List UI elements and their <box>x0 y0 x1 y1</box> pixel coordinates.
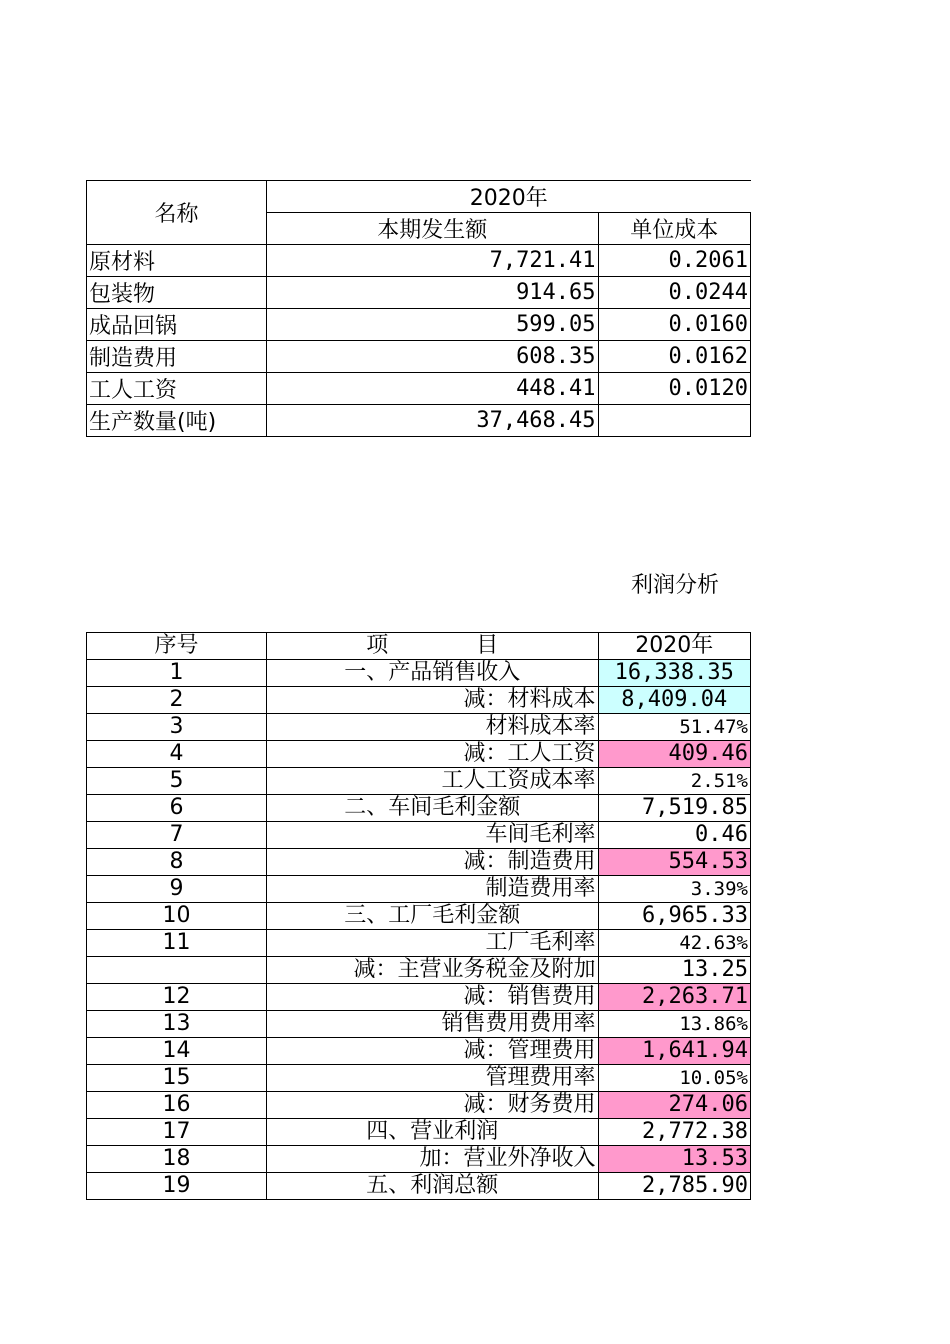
header-amount: 本期发生额 <box>267 213 598 245</box>
profit-value: 13.53 <box>598 1146 750 1173</box>
profit-seq: 6 <box>87 795 267 822</box>
profit-value: 1,641.94 <box>598 1038 750 1065</box>
profit-value: 2,772.38 <box>598 1119 750 1146</box>
profit-seq: 4 <box>87 741 267 768</box>
profit-row <box>87 768 751 795</box>
cost-unit: 0.0160 <box>598 309 750 341</box>
cost-row <box>87 245 751 277</box>
profit-seq: 7 <box>87 822 267 849</box>
profit-seq: 15 <box>87 1065 267 1092</box>
cost-row <box>87 309 751 341</box>
header-year: 2020年 <box>267 181 751 213</box>
cost-name: 成品回锅 <box>87 309 267 341</box>
profit-item: 减：制造费用 <box>267 849 598 876</box>
cost-amount: 914.65 <box>267 277 598 309</box>
profit-row <box>87 741 751 768</box>
profit-item: 减：工人工资 <box>267 741 598 768</box>
profit-value: 7,519.85 <box>598 795 750 822</box>
profit-item: 减：材料成本 <box>267 687 598 714</box>
profit-seq: 10 <box>87 903 267 930</box>
profit-seq: 1 <box>87 660 267 687</box>
profit-value: 2.51% <box>598 768 750 795</box>
header-item: 项 目 <box>267 633 598 660</box>
profit-value: 10.05% <box>598 1065 750 1092</box>
profit-row <box>87 795 751 822</box>
cost-row <box>87 405 751 437</box>
profit-table <box>86 632 751 1200</box>
profit-row <box>87 660 751 687</box>
profit-item: 减：主营业务税金及附加 <box>267 957 598 984</box>
cost-amount: 7,721.41 <box>267 245 598 277</box>
cost-name: 生产数量(吨) <box>87 405 267 437</box>
profit-value: 554.53 <box>598 849 750 876</box>
profit-item: 四、营业利润 <box>267 1119 598 1146</box>
cost-name: 制造费用 <box>87 341 267 373</box>
profit-row <box>87 984 751 1011</box>
profit-value: 42.63% <box>598 930 750 957</box>
profit-value: 51.47% <box>598 714 750 741</box>
profit-value: 0.46 <box>598 822 750 849</box>
header-unit-cost: 单位成本 <box>598 213 750 245</box>
profit-row <box>87 822 751 849</box>
profit-value: 13.86% <box>598 1011 750 1038</box>
cost-name: 原材料 <box>87 245 267 277</box>
profit-item: 工厂毛利率 <box>267 930 598 957</box>
profit-item: 五、利润总额 <box>267 1173 598 1200</box>
cost-row <box>87 373 751 405</box>
profit-item: 管理费用率 <box>267 1065 598 1092</box>
cost-unit: 0.2061 <box>598 245 750 277</box>
cost-amount: 608.35 <box>267 341 598 373</box>
profit-row <box>87 1011 751 1038</box>
header-year: 2020年 <box>598 633 750 660</box>
profit-row <box>87 1038 751 1065</box>
profit-value: 274.06 <box>598 1092 750 1119</box>
profit-row <box>87 1119 751 1146</box>
profit-item: 销售费用费用率 <box>267 1011 598 1038</box>
profit-seq: 19 <box>87 1173 267 1200</box>
profit-row <box>87 1065 751 1092</box>
profit-seq: 2 <box>87 687 267 714</box>
profit-value: 2,263.71 <box>598 984 750 1011</box>
cost-unit: 0.0244 <box>598 277 750 309</box>
cost-amount: 37,468.45 <box>267 405 598 437</box>
profit-row <box>87 714 751 741</box>
profit-title: 利润分析 <box>630 573 719 598</box>
profit-value: 409.46 <box>598 741 750 768</box>
profit-value: 16,338.35 <box>598 660 750 687</box>
profit-item: 工人工资成本率 <box>267 768 598 795</box>
cost-amount: 448.41 <box>267 373 598 405</box>
profit-seq: 17 <box>87 1119 267 1146</box>
profit-row <box>87 1173 751 1200</box>
profit-value: 8,409.04 <box>598 687 750 714</box>
profit-item: 车间毛利率 <box>267 822 598 849</box>
profit-item: 加：营业外净收入 <box>267 1146 598 1173</box>
header-seq: 序号 <box>87 633 267 660</box>
profit-value: 13.25 <box>598 957 750 984</box>
profit-seq: 18 <box>87 1146 267 1173</box>
profit-seq <box>87 957 267 984</box>
profit-item: 制造费用率 <box>267 876 598 903</box>
cost-amount: 599.05 <box>267 309 598 341</box>
profit-seq: 3 <box>87 714 267 741</box>
profit-seq: 9 <box>87 876 267 903</box>
profit-item: 一、产品销售收入 <box>267 660 598 687</box>
profit-value: 6,965.33 <box>598 903 750 930</box>
profit-row <box>87 903 751 930</box>
profit-seq: 16 <box>87 1092 267 1119</box>
cost-unit <box>598 405 750 437</box>
profit-seq: 12 <box>87 984 267 1011</box>
profit-item: 减：管理费用 <box>267 1038 598 1065</box>
profit-row <box>87 1092 751 1119</box>
profit-seq: 13 <box>87 1011 267 1038</box>
profit-row <box>87 957 751 984</box>
profit-item: 减：销售费用 <box>267 984 598 1011</box>
profit-row <box>87 1146 751 1173</box>
profit-seq: 8 <box>87 849 267 876</box>
profit-row <box>87 687 751 714</box>
profit-item: 三、工厂毛利金额 <box>267 903 598 930</box>
profit-row <box>87 849 751 876</box>
profit-seq: 5 <box>87 768 267 795</box>
profit-seq: 14 <box>87 1038 267 1065</box>
profit-value: 3.39% <box>598 876 750 903</box>
cost-unit: 0.0120 <box>598 373 750 405</box>
cost-row <box>87 277 751 309</box>
cost-row <box>87 341 751 373</box>
profit-row <box>87 876 751 903</box>
cost-unit: 0.0162 <box>598 341 750 373</box>
profit-value: 2,785.90 <box>598 1173 750 1200</box>
header-name: 名称 <box>87 181 267 245</box>
cost-name: 包装物 <box>87 277 267 309</box>
cost-name: 工人工资 <box>87 373 267 405</box>
cost-table <box>86 180 751 437</box>
profit-item: 二、车间毛利金额 <box>267 795 598 822</box>
profit-item: 减：财务费用 <box>267 1092 598 1119</box>
profit-row <box>87 930 751 957</box>
profit-item: 材料成本率 <box>267 714 598 741</box>
profit-seq: 11 <box>87 930 267 957</box>
